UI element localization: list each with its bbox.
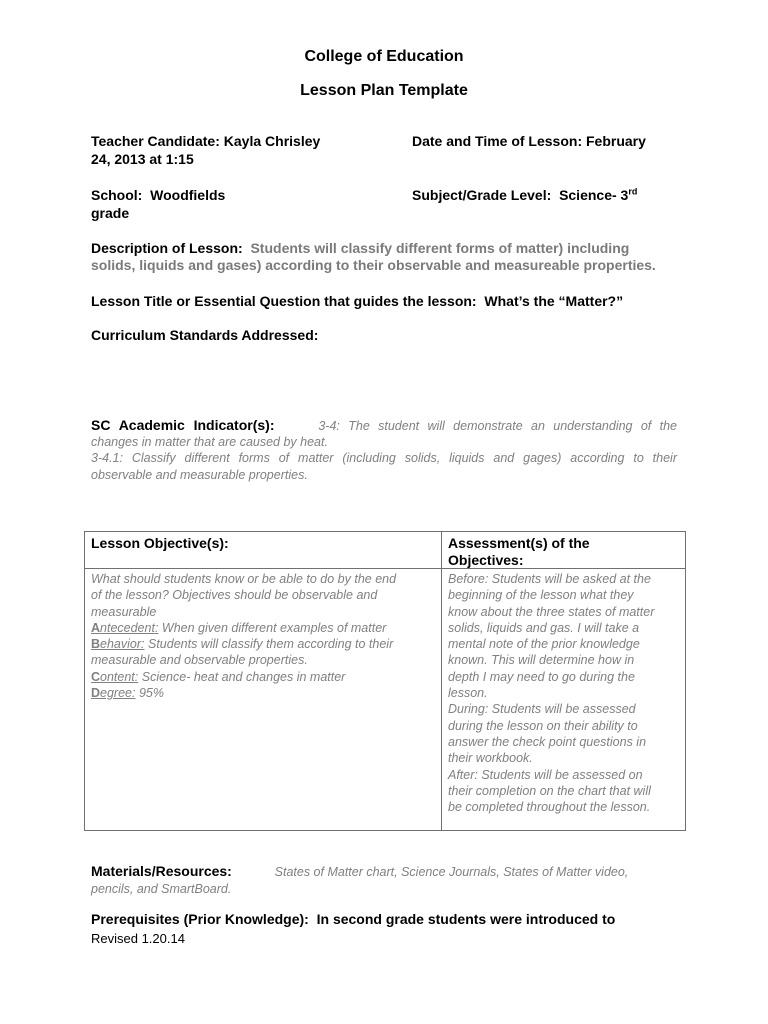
indicator-label: SC Academic Indicator(s):: [91, 417, 275, 433]
description-of-lesson: [91, 240, 681, 274]
content-line: Content: Science- heat and changes in matter: [91, 669, 346, 684]
indicator-line1: 3-4: The student will demonstrate an understanding of the: [318, 419, 677, 433]
assessment-line: their workbook.: [448, 751, 533, 766]
materials-line1: States of Matter chart, Science Journals, States of Matter video,: [274, 865, 629, 879]
assessment-line: beginning of the lesson what they: [448, 588, 634, 603]
sc-academic-indicator: [91, 417, 677, 483]
behavior-line: Behavior: Students will classify them according to their: [91, 637, 394, 652]
behavior-line2: measurable and observable properties.: [91, 653, 308, 668]
lesson-objectives-header: Lesson Objective(s):: [91, 535, 229, 551]
prerequisites: [91, 911, 691, 928]
subject-grade-label: Subject/Grade Level:: [412, 187, 552, 203]
assessment-line: be completed throughout the lesson.: [448, 800, 651, 815]
teacher-candidate: [91, 133, 320, 149]
objectives-intro-line1: What should students know or be able to do by the end: [91, 572, 397, 586]
prereq-text: In second grade students were introduced to: [316, 911, 616, 927]
objectives-cell: [91, 571, 436, 701]
school-name: Woodfields: [150, 187, 226, 203]
degree-line: Degree: 95%: [91, 686, 164, 701]
objectives-table: [84, 531, 686, 831]
assessment-line: mental note of the prior knowledge: [448, 637, 640, 652]
description-text-line1: Students will classify different forms of matter) including: [250, 240, 630, 256]
antecedent-line: Antecedent: When given different examples of matter: [91, 620, 387, 635]
date-value-line1: February: [586, 133, 646, 149]
assessment-line: known. This will determine how in: [448, 653, 635, 668]
school: [91, 187, 225, 203]
assessment-line: During: Students will be assessed: [448, 702, 636, 717]
assessment-line: during the lesson on their ability to: [448, 718, 638, 733]
assessment-header: [448, 535, 683, 569]
revised-footer: Revised 1.20.14: [91, 931, 185, 946]
lesson-title-label: Lesson Title or Essential Question that guides the lesson:: [91, 293, 477, 309]
assessment-line: depth I may need to go during the: [448, 669, 635, 684]
indicator-line2: changes in matter that are caused by heat.: [91, 434, 328, 449]
table-column-divider: [441, 532, 442, 830]
subject-grade-value: Science- 3: [559, 187, 629, 203]
grade-word: grade: [91, 205, 130, 221]
lesson-title-value: What’s the “Matter?”: [484, 293, 624, 309]
indicator-line4: observable and measurable properties.: [91, 467, 308, 482]
ordinal-suffix: rd: [628, 186, 638, 197]
indicator-line3: 3-4.1: Classify different forms of matter (including solids, liquids and gages) according to their: [91, 451, 677, 465]
assessment-header-line1: Assessment(s) of the: [448, 535, 590, 551]
materials-resources: [91, 863, 681, 897]
prereq-label: Prerequisites (Prior Knowledge):: [91, 911, 309, 927]
materials-label: Materials/Resources:: [91, 863, 232, 879]
school-label: School:: [91, 187, 143, 203]
curriculum-standards-label: Curriculum Standards Addressed:: [91, 327, 319, 343]
date-label: Date and Time of Lesson:: [412, 133, 583, 149]
assessment-line: solids, liquids and gas. I will take a: [448, 620, 640, 635]
college-title: College of Education: [304, 48, 464, 65]
materials-line2: pencils, and SmartBoard.: [91, 881, 232, 896]
assessment-line: know about the three states of matter: [448, 604, 655, 619]
template-title: Lesson Plan Template: [300, 82, 468, 99]
assessment-line: answer the check point questions in: [448, 734, 647, 749]
teacher-name: Kayla Chrisley: [223, 133, 321, 149]
lesson-title-question: [91, 293, 681, 310]
lesson-date: [412, 133, 646, 149]
assessment-cell: [448, 571, 684, 815]
assessment-line: their completion on the chart that will: [448, 783, 651, 798]
teacher-label: Teacher Candidate:: [91, 133, 220, 149]
description-label: Description of Lesson:: [91, 240, 243, 256]
date-value-line2: 24, 2013 at 1:15: [91, 151, 194, 167]
objectives-intro-line2: of the lesson? Objectives should be observable and: [91, 588, 378, 603]
objectives-intro-line3: measurable: [91, 604, 157, 619]
assessment-line: Before: Students will be asked at the: [448, 572, 651, 586]
assessment-line: After: Students will be assessed on: [448, 767, 643, 782]
description-text-line2: solids, liquids and gases) according to their observable and measureable properties.: [91, 257, 656, 273]
assessment-header-line2: Objectives:: [448, 552, 524, 568]
subject-grade: [412, 187, 637, 203]
assessment-line: lesson.: [448, 686, 488, 701]
